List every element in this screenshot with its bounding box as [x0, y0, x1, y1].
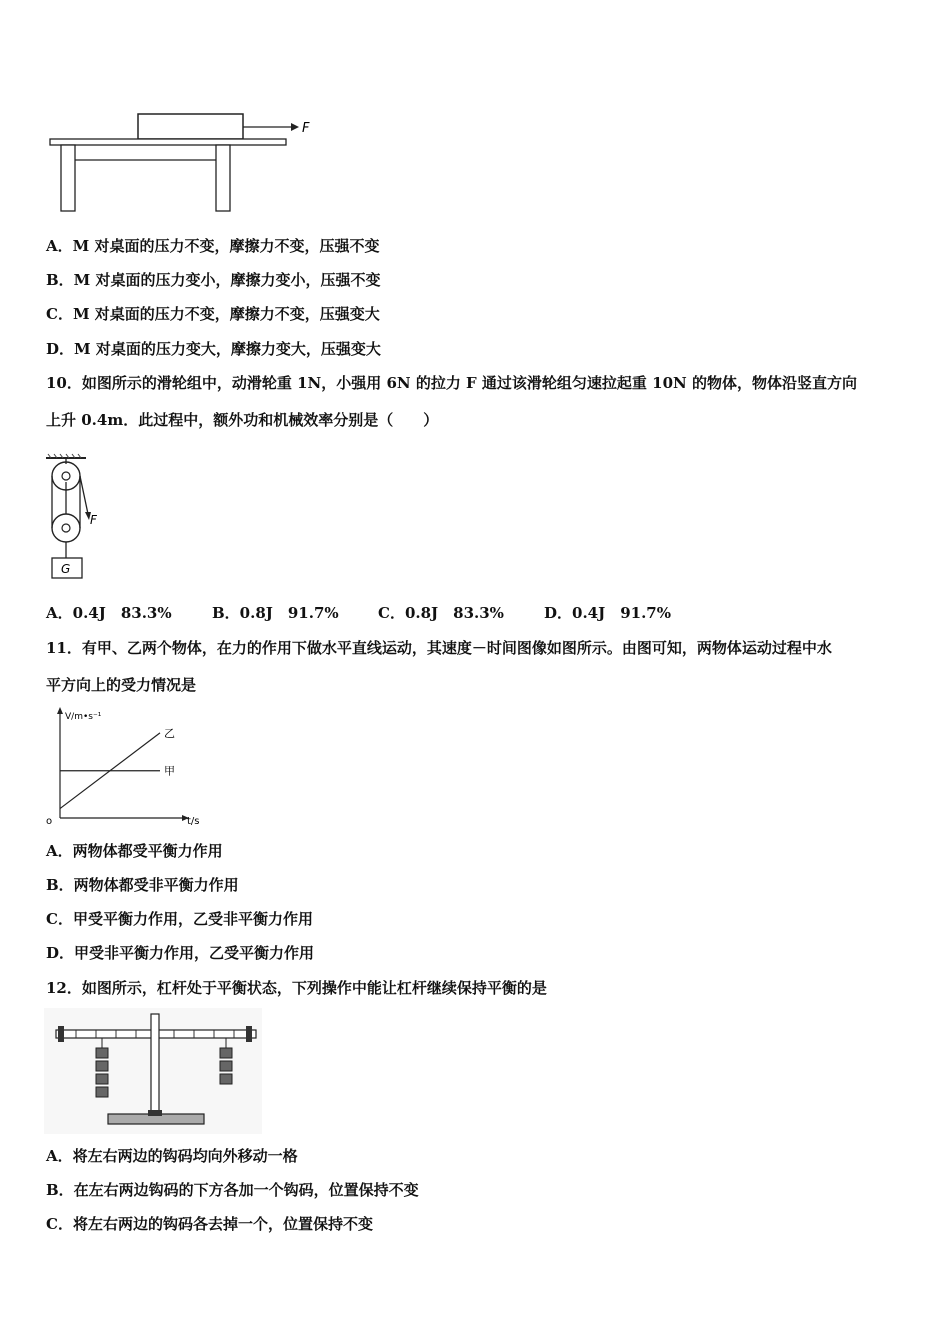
lever-stand-post [151, 1014, 159, 1114]
q9-option-c: C．M 对桌面的压力不变，摩擦力不变，压强变大 [46, 305, 380, 323]
velocity-time-chart [40, 704, 220, 830]
q12-option-a: A．将左右两边的钩码均向外移动一格 [46, 1147, 298, 1165]
q11-stem-line2: 平方向上的受力情况是 [46, 676, 197, 694]
q10-option-c: C．0.8J 83.3% [378, 604, 504, 622]
force-label: F [302, 121, 310, 136]
q9-option-a: A．M 对桌面的压力不变，摩擦力不变，压强不变 [46, 237, 380, 255]
q10-stem-line1: 10．如图所示的滑轮组中，动滑轮重 1N，小强用 6N 的拉力 F 通过该滑轮组匀速拉起重 10N 的物体，物体沿竖直方向 [46, 374, 857, 392]
q10-stem-line2: 上升 0.4m．此过程中，额外功和机械效率分别是（ ） [46, 411, 439, 429]
q12-stem: 12．如图所示，杠杆处于平衡状态，下列操作中能让杠杆继续保持平衡的是 [46, 979, 547, 997]
block [138, 114, 243, 139]
q11-option-b: B．两物体都受非平衡力作用 [46, 876, 239, 894]
series-label-0: 乙 [164, 726, 175, 740]
table-leg-right [216, 145, 230, 211]
pulley-figure [44, 452, 114, 582]
movable-pulley [52, 514, 80, 542]
table-block-figure [46, 110, 326, 214]
q10-options [46, 603, 671, 623]
origin-label: o [46, 816, 53, 827]
q9-option-d: D．M 对桌面的压力变大，摩擦力变大，压强变大 [46, 340, 381, 358]
q9-option-b: B．M 对桌面的压力变小，摩擦力变小，压强不变 [46, 271, 381, 289]
table-leg-left [61, 145, 75, 211]
q11-option-a: A．两物体都受平衡力作用 [46, 842, 223, 860]
q10-option-d: D．0.4J 91.7% [544, 604, 671, 622]
q12-option-c: C．将左右两边的钩码各去掉一个，位置保持不变 [46, 1215, 373, 1233]
tabletop [50, 139, 286, 145]
q10-option-b: B．0.8J 91.7% [212, 604, 339, 622]
y-axis-label: V/m•s⁻¹ [65, 712, 102, 722]
q10-option-a: A．0.4J 83.3% [46, 604, 172, 622]
series-label-1: 甲 [164, 764, 175, 778]
lever-figure [44, 1008, 262, 1134]
x-axis-label: t/s [187, 816, 200, 827]
weight-label: G [61, 562, 71, 576]
q11-option-d: D．甲受非平衡力作用，乙受平衡力作用 [46, 944, 315, 962]
q11-stem-line1: 11．有甲、乙两个物体，在力的作用下做水平直线运动，其速度－时间图像如图所示。由图可知，两物体运动过程中水 [46, 639, 832, 657]
right-weights [220, 1048, 232, 1084]
q11-option-c: C．甲受平衡力作用，乙受非平衡力作用 [46, 910, 313, 928]
pulley-force-label: F [90, 513, 97, 527]
q12-option-b: B．在左右两边钩码的下方各加一个钩码，位置保持不变 [46, 1181, 419, 1199]
